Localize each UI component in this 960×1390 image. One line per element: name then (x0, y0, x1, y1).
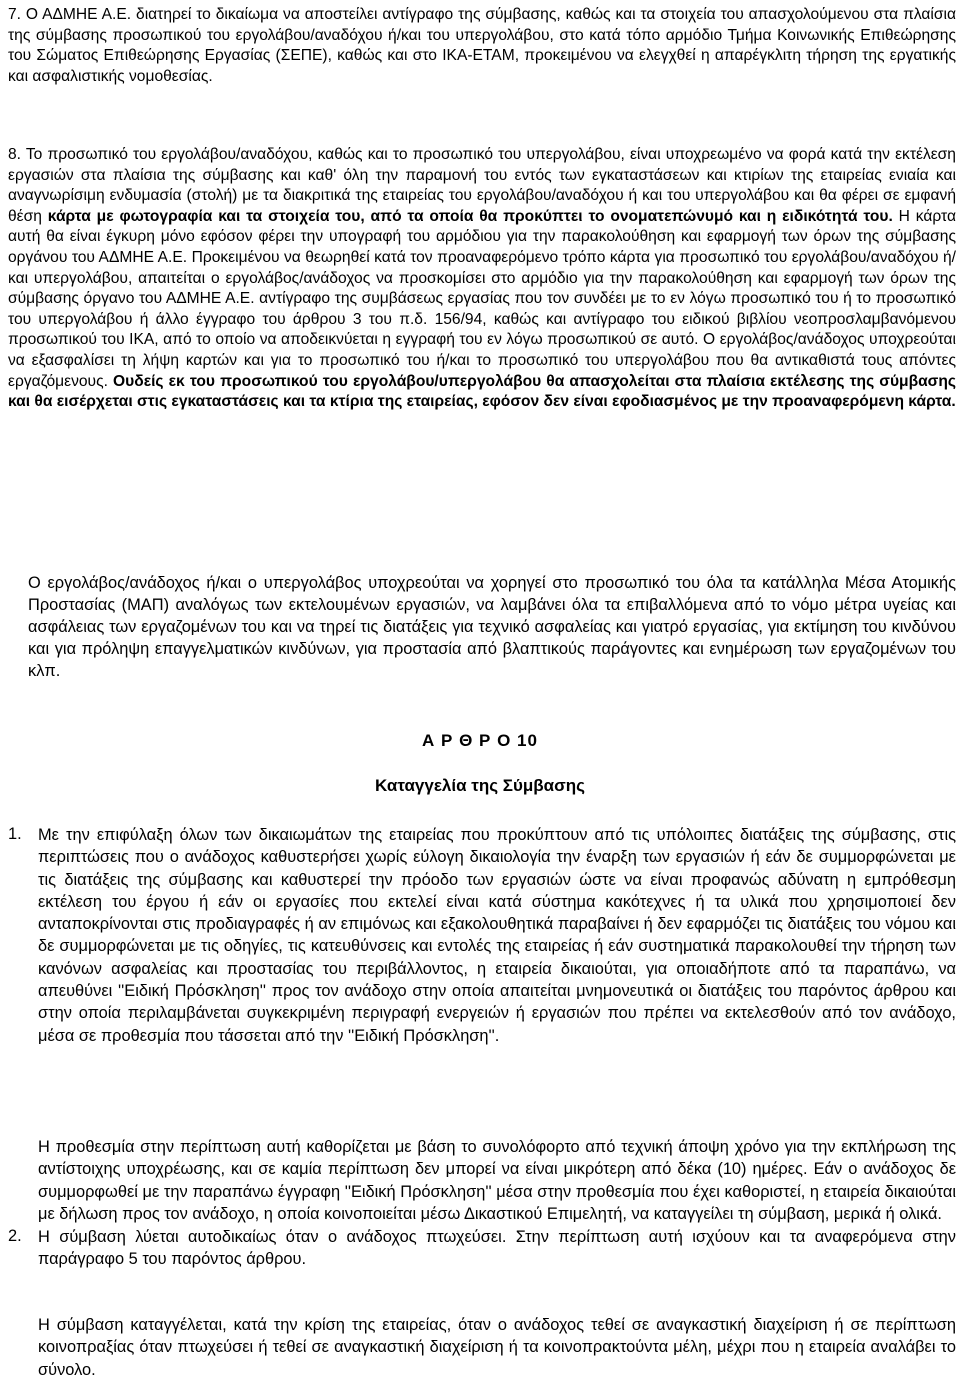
item-8-part1: Το προσωπικό του εργολάβου/αναδόχου, καθώς και το προσωπικό του υπεργολάβου, είναι υποχρεωμένο να φορά κατά την εκτέλεση εργασιών στα πλαίσια της σύμβασης και καθ' όλη την παραμονή του εντός των εγκαταστάσεων και κτιρίων της εταιρείας ενιαία και αναγνωρίσιμη ενδυμασία (στολή) με τα διακριτικά της εταιρείας του εργολάβου/αναδόχου ή και του υπεργολάβου και θα φέρει σε εμφανή θέση (8, 146, 956, 225)
item-7-lead: 7. Ο ΑΔΜΗΕ Α.Ε. (8, 6, 132, 23)
item-8-card-requirement: κάρτα με φωτογραφία και τα στοιχεία του, από τα οποία θα προκύπτει το ονοματεπώνυμό και η ειδικότητά του. (47, 207, 893, 225)
clause-1-number: 1. (8, 825, 22, 843)
item-8-access-rule: Ουδείς εκ του προσωπικού του εργολάβου/υπεργολάβου θα απασχολείται στα πλαίσια εκτέλεσης της σύμβασης και θα εισέρχεται στις εγκαταστάσεις και τα κτίρια της εταιρείας, εφόσον δεν είναι εφοδιασμένος με την προαναφερόμενη κάρτα. (8, 372, 956, 411)
clause-2-number: 2. (8, 1227, 22, 1245)
article-title: Καταγγελία της Σύμβασης (375, 776, 585, 795)
clause-1-text: Με την επιφύλαξη όλων των δικαιωμάτων της εταιρείας που προκύπτουν από τις υπόλοιπες διατάξεις της σύμβασης, στις περιπτώσεις που ο ανάδοχος καθυστερήσει χωρίς εύλογη δικαιολογία την έναρξη των εργασιών ή εάν δε συμμορφώνεται με τις διατάξεις της σύμβασης και καθυστερεί την πρόοδο των εργασιών ώστε να είναι προφανώς αδύνατη η εμπρόθεσμη εκτέλεση του έργου ή εάν οι εργασίες που εκτελεί είναι κατά σύστημα κακότεχνες ή τα υλικά που χρησιμοποιεί δεν ανταποκρίνονται στις προδιαγραφές ή αν επιμόνως και εξακολουθητικά παραβαίνει ή δεν εφαρμόζει τις διατάξεις του νόμου και δε συμμορφώνεται με τις οδηγίες, τις κατευθύνσεις και εντολές της εταιρείας ή εάν συστηματικά παρακολουθεί την τήρηση των κανόνων ασφαλείας και προστασίας του περιβάλλοντος, η εταιρεία δικαιούται, για οποιαδήποτε από τα παραπάνω, να απευθύνει ''Ειδική Πρόσκληση'' προς τον ανάδοχο στην οποία απαιτείται μνημονευτικά οι διατάξεις του παρόντος άρθρου και στην οποία περιλαμβάνεται συγκεκριμένη περιγραφή ενεργειών ή εργασιών που πρέπει να εκτελεσθούν από τον ανάδοχο, μέσα σε προθεσμία που τάσσεται από την ''Ειδική Πρόσκληση''. (38, 826, 956, 1045)
item-7-text: διατηρεί το δικαίωμα να αποστείλει αντίγραφο της σύμβασης, καθώς και τα στοιχεία του απασχολούμενου στα πλαίσια της σύμβασης προσωπικού του εργολάβου/αναδόχου ή/και του υπεργολάβου, στο κατά τόπο αρμόδιο Τμήμα Κοινωνικής Επιθεώρησης του Σώματος Επιθεώρησης Εργασίας (ΣΕΠΕ), καθώς και στο ΙΚΑ-ΕΤΑΜ, προκειμένου να ελεγχθεί η απαρέγκλιτη τήρηση της εργατικής και ασφαλιστικής νομοθεσίας. (8, 6, 956, 85)
ppe-paragraph (28, 572, 956, 682)
clause-2-text: Η σύμβαση λύεται αυτοδικαίως όταν ο ανάδοχος πτωχεύσει. Στην περίπτωση αυτή ισχύουν και τα αναφερόμενα στην παράγραφο 5 του παρόντος άρθρου. (38, 1228, 956, 1269)
clause-2-para2: Η σύμβαση καταγγέλεται, κατά την κρίση της εταιρείας, όταν ο ανάδοχος τεθεί σε αναγκαστική διαχείριση ή σε περίπτωση κοινοπραξίας όταν πτωχεύσει ή τεθεί σε αναγκαστική διαχείριση ή τα κοινοπρακτούντα μέλη, μέχρι που η εταιρεία αναλάβει το σύνολο. (38, 1316, 956, 1379)
item-8-paragraph (8, 145, 956, 413)
clause-1-para2: Η προθεσμία στην περίπτωση αυτή καθορίζεται με βάση το συνολόφορτο από τεχνική άποψη χρόνο για την εκπλήρωση της αντίστοιχης υποχρέωσης, και σε καμία περίπτωση δεν μπορεί να είναι μικρότερη από δέκα (10) ημέρες. Εάν ο ανάδοχος δε συμμορφωθεί με την παραπάνω έγγραφη ''Ειδική Πρόσκληση'' μέσα στην προθεσμία που έχει καθοριστεί, η εταιρεία δικαιούται με δήλωση προς τον ανάδοχο, η οποία κοινοποιείται μέσω Δικαστικού Επιμελητή, να καταγγείλει τη σύμβαση, μερικά ή ολικά. (38, 1138, 956, 1223)
article-heading: Α Ρ Θ Ρ Ο 10 (422, 731, 538, 750)
ppe-text: Ο εργολάβος/ανάδοχος ή/και ο υπεργολάβος υποχρεούται να χορηγεί στο προσωπικό του όλα τα κατάλληλα Μέσα Ατομικής Προστασίας (ΜΑΠ) αναλόγως των εκτελουμένων εργασιών, να λαμβάνει όλα τα επιβαλλόμενα από το νόμο μέτρα υγείας και ασφάλειας των εργαζομένων του και να τηρεί τις διατάξεις για τεχνικό ασφαλείας και γιατρό εργασίας, για εκτίμηση του κινδύνου και για πρόληψη επαγγελματικών κινδύνων, για προστασία από βλαπτικούς παράγοντες και ενημέρωση των εργαζομένων του κλπ. (28, 574, 956, 680)
item-8-number: 8. (8, 146, 22, 163)
item-8-part2: Η κάρτα αυτή θα είναι έγκυρη μόνο εφόσον φέρει την υπογραφή του αρμόδιου για την παρακολούθηση και εφαρμογή των όρων της σύμβασης οργάνου του ΑΔΜΗΕ Α.Ε. Προκειμένου να θεωρηθεί κατά τον προαναφερόμενο τρόπο κάρτα για προσωπικό του εργολάβου/αναδόχου ή/και υπεργολάβου, απαιτείται ο εργολάβος/ανάδοχος να προσκομίσει στο αρμόδιο για την παρακολούθηση και εφαρμογή των όρων της σύμβασης όργανο του ΑΔΜΗΕ Α.Ε. αντίγραφο της συμβάσεως εργασίας που τον συνδέει με το εν λόγω προσωπικό του ή το προσωπικό του υπεργολάβου ή άλλο έγγραφο του άρθρου 3 του π.δ. 156/94, καθώς και αντίγραφο του ειδικού βιβλίου νεοπροσλαμβανόμενου προσωπικού του ΙΚΑ, από το οποίο να αποδεικνύεται η εγγραφή του εν λόγω προσωπικού σε αυτό. Ο εργολάβος/ανάδοχος υποχρεούται να εξασφαλίσει τη λήψη καρτών και για το προσωπικό του ή/και το προσωπικό του υπεργολάβου που θα αντικαθιστά τους απόντες εργαζόμενους. (8, 207, 956, 390)
item-7-paragraph (8, 5, 956, 87)
